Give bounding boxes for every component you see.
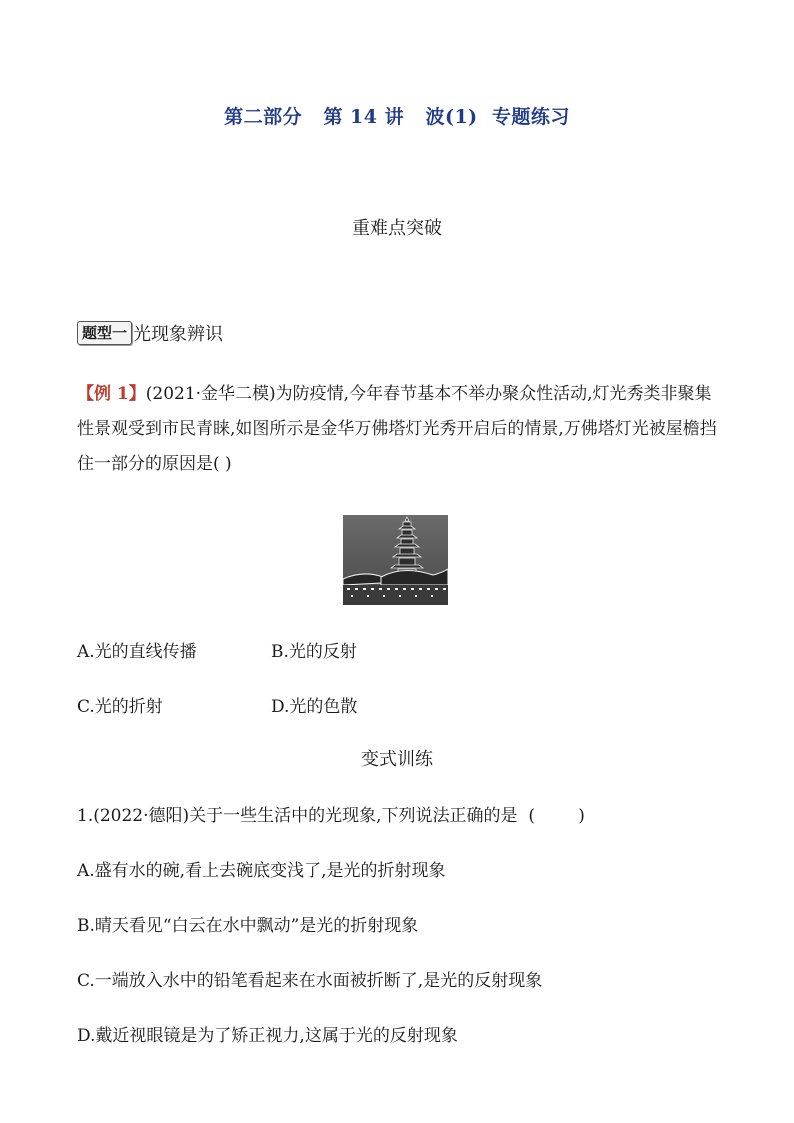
- question1-option-c: C.一端放入水中的铅笔看起来在水面被折断了,是光的反射现象: [77, 971, 543, 991]
- question1-option-a: A.盛有水的碗,看上去碗底变浅了,是光的折射现象: [77, 861, 446, 881]
- question1-option-d: D.戴近视眼镜是为了矫正视力,这属于光的反射现象: [77, 1026, 458, 1046]
- topic-badge: 题型一: [77, 321, 132, 345]
- example-option-a: A.光的直线传播: [77, 642, 197, 662]
- variant-heading: 变式训练: [361, 749, 433, 770]
- example-option-c: C.光的折射: [77, 697, 163, 717]
- example-text: (2021·金华二模)为防疫情,今年春节基本不举办聚众性活动,灯光秀类非聚集性景观受到市民青睐,如图所示是金华万佛塔灯光秀开启后的情景,万佛塔灯光被屋檐挡住一部分的原因是( ): [77, 384, 717, 474]
- section-heading: 重难点突破: [352, 218, 442, 239]
- topic-label: 光现象辨识: [133, 324, 224, 345]
- pagoda-night-photo: [343, 515, 448, 605]
- example-option-d: D.光的色散: [271, 697, 358, 717]
- example-option-b: B.光的反射: [271, 642, 357, 662]
- topic-line: [77, 320, 223, 346]
- page-title: 第二部分 第 14 讲 波(1) 专题练习: [224, 106, 570, 128]
- example-paragraph: [77, 377, 722, 482]
- question1-option-b: B.晴天看见“白云在水中飘动”是光的折射现象: [77, 916, 419, 936]
- question1-stem: 1.(2022·德阳)关于一些生活中的光现象,下列说法正确的是 ( ): [77, 806, 585, 826]
- example-tag: 【例 1】: [77, 384, 146, 404]
